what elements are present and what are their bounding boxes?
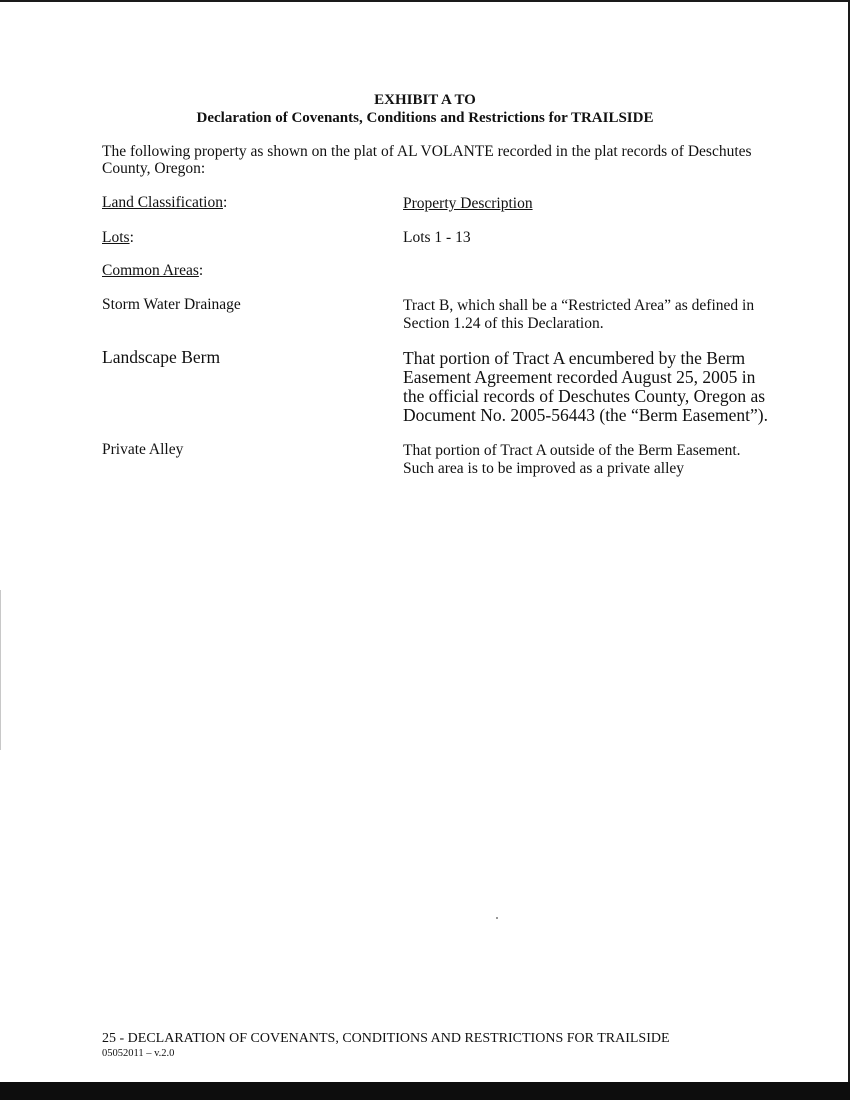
footer-version: 05052011 – v.2.0: [102, 1048, 175, 1059]
lots-row-label: [102, 229, 134, 247]
intro-paragraph: The following property as shown on the plat of AL VOLANTE recorded in the plat records of Deschutes County, Oregon:: [102, 143, 752, 177]
exhibit-subtitle: Declaration of Covenants, Conditions and Restrictions for TRAILSIDE: [196, 110, 654, 126]
scan-speck: [496, 917, 498, 919]
scan-border-top: [0, 0, 850, 2]
exhibit-title: EXHIBIT A TO: [374, 92, 476, 108]
row-description-storm-water-drainage: Tract B, which shall be a “Restricted Area” as defined in Section 1.24 of this Declaration.: [403, 297, 755, 332]
land-classification-label: Land Classification: [102, 194, 223, 211]
row-description-private-alley: That portion of Tract A outside of the Berm Easement. Such area is to be improved as a private alley: [403, 442, 741, 477]
property-description-heading: [403, 195, 763, 213]
land-classification-heading: [102, 194, 227, 212]
row-label-storm-water-drainage: Storm Water Drainage: [102, 296, 241, 313]
lots-colon: :: [129, 229, 134, 246]
row-label-private-alley: Private Alley: [102, 441, 184, 458]
lots-description: Lots 1 - 13: [403, 229, 471, 246]
scan-border-left-mark: [0, 590, 1, 750]
row-label-landscape-berm: Landscape Berm: [102, 347, 221, 367]
common-areas-label: Common Areas: [102, 262, 199, 279]
row-description-landscape-berm: That portion of Tract A encumbered by the Berm Easement Agreement recorded August 25, 2005 in the official records of Deschutes County, Oregon as Document No. 2005-56443 (the “Berm Easement”).: [403, 348, 768, 425]
land-classification-colon: :: [222, 194, 228, 211]
property-description-label: Property Description: [403, 195, 533, 212]
common-areas-heading: [102, 262, 203, 280]
common-areas-colon: :: [198, 262, 204, 279]
lots-label: Lots: [102, 229, 130, 246]
scan-border-bottom: [0, 1082, 850, 1100]
footer-page-line: 25 - DECLARATION OF COVENANTS, CONDITIONS AND RESTRICTIONS FOR TRAILSIDE: [102, 1031, 670, 1046]
